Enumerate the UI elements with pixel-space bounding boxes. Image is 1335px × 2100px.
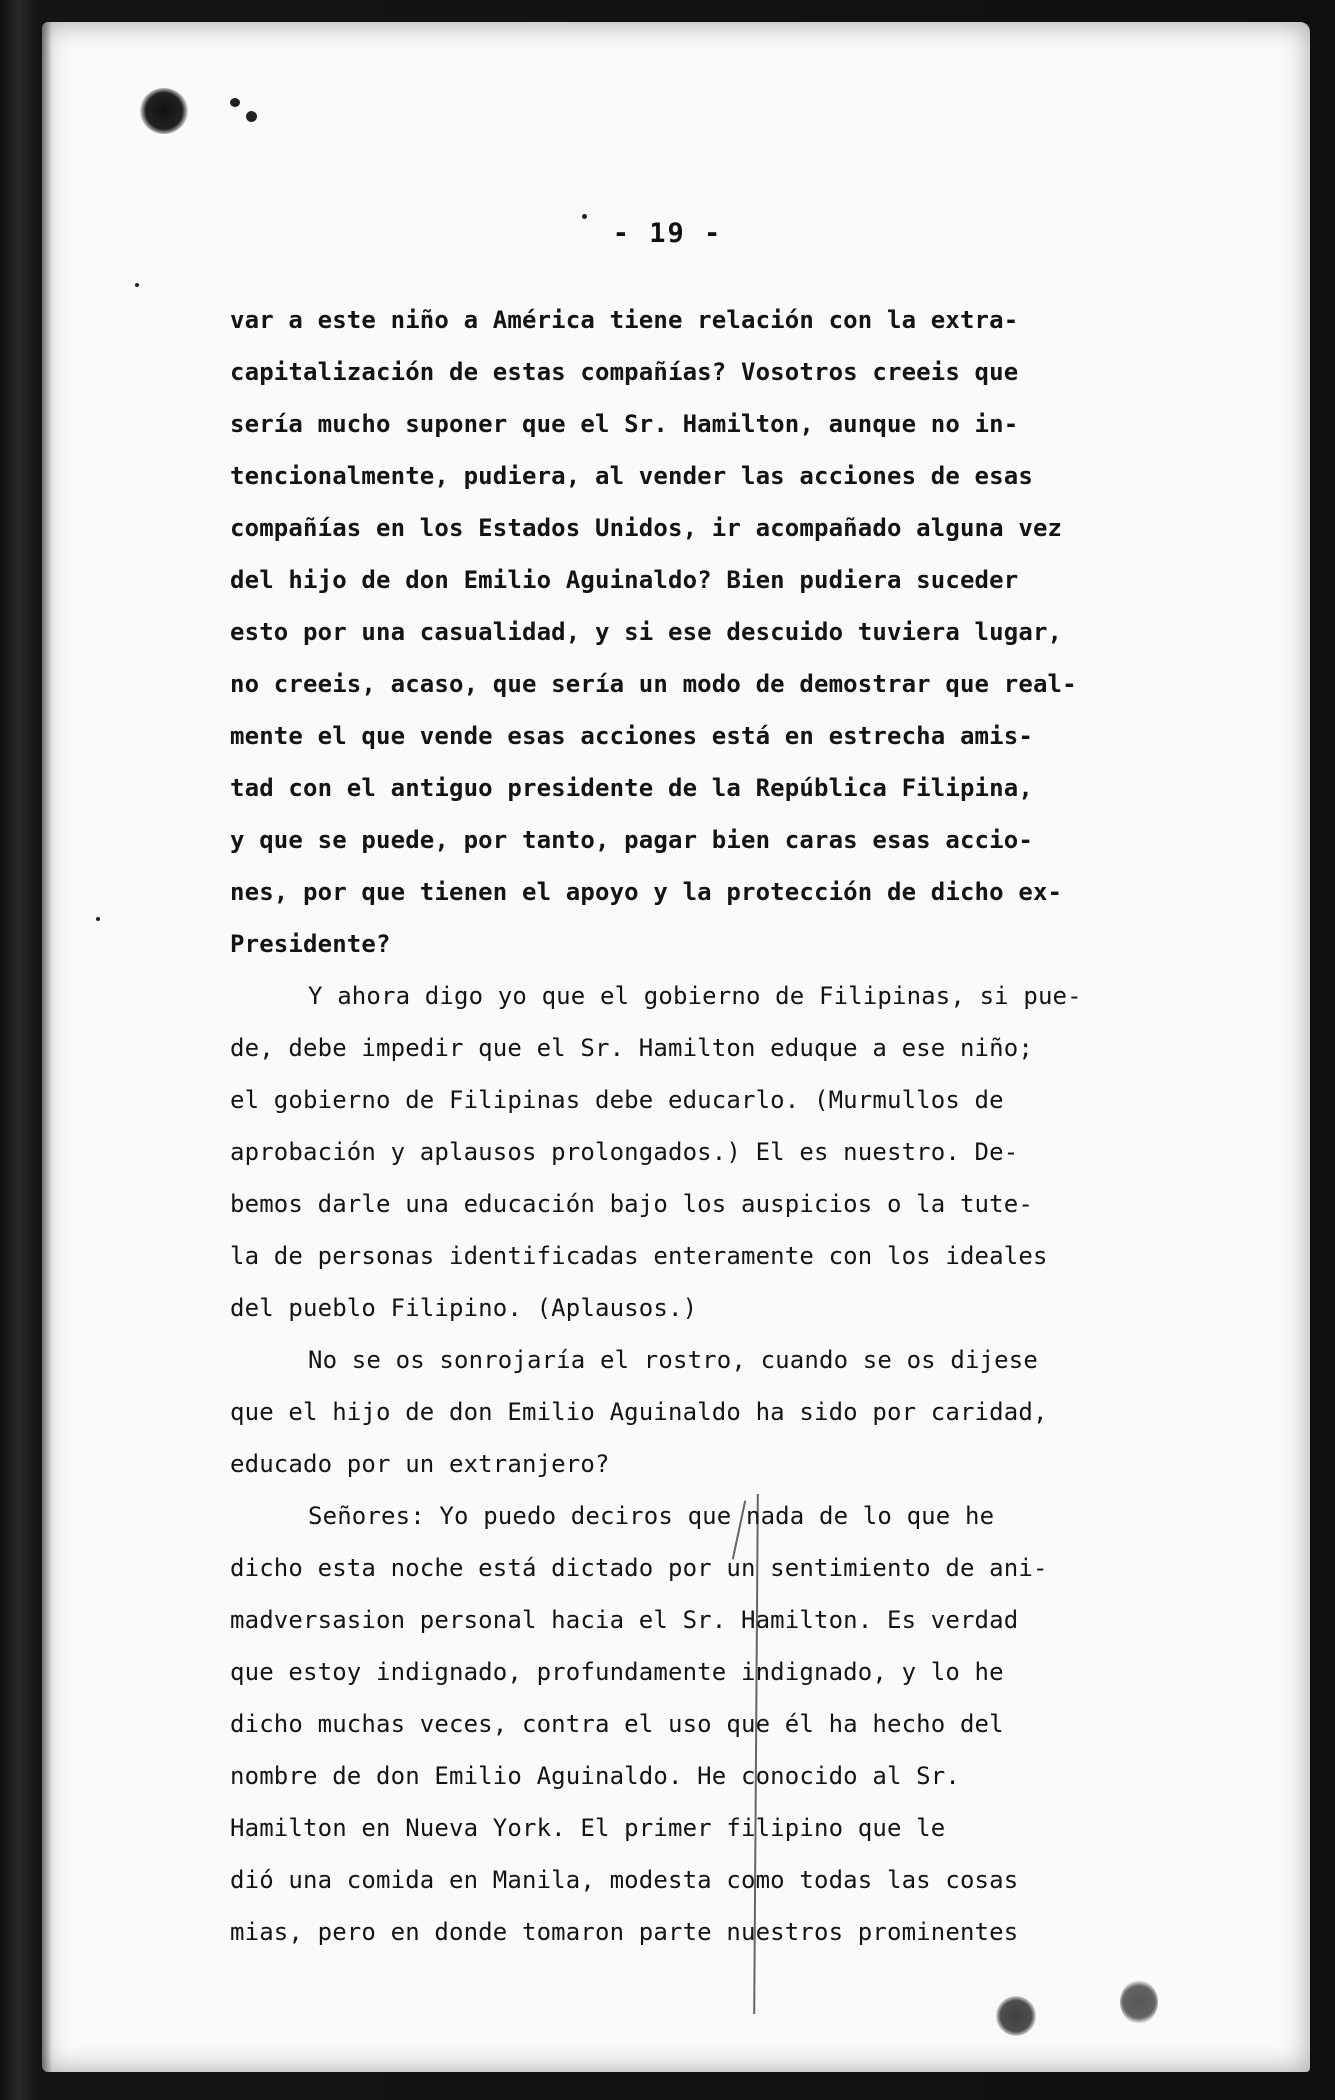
text-line: aprobación y aplausos prolongados.) El es nuestro. De- (230, 1138, 1019, 1166)
text-line: compañías en los Estados Unidos, ir acompañado alguna vez (230, 514, 1063, 542)
text-line: del hijo de don Emilio Aguinaldo? Bien pudiera suceder (230, 566, 1019, 594)
text-line: nombre de don Emilio Aguinaldo. He conocido al Sr. (230, 1762, 960, 1790)
text-line: nes, por que tienen el apoyo y la protección de dicho ex- (230, 878, 1063, 906)
text-line: Presidente? (230, 930, 391, 958)
text-line: Y ahora digo yo que el gobierno de Filipinas, si pue- (308, 982, 1082, 1010)
text-line: mente el que vende esas acciones está en estrecha amis- (230, 722, 1033, 750)
text-line: mias, pero en donde tomaron parte nuestros prominentes (230, 1918, 1019, 1946)
body-text (230, 294, 1150, 1958)
text-line: tad con el antiguo presidente de la República Filipina, (230, 774, 1033, 802)
text-line: No se os sonrojaría el rostro, cuando se os dijese (308, 1346, 1038, 1374)
text-line: var a este niño a América tiene relación con la extra- (230, 306, 1019, 334)
text-line: dicho muchas veces, contra el uso que él ha hecho del (230, 1710, 1004, 1738)
ink-blot (996, 1996, 1036, 2036)
text-line: sería mucho suponer que el Sr. Hamilton, aunque no in- (230, 410, 1019, 438)
ink-speck (96, 917, 100, 921)
text-line: el gobierno de Filipinas debe educarlo. (Murmullos de (230, 1086, 1004, 1114)
ink-blot (140, 88, 188, 134)
text-line: que el hijo de don Emilio Aguinaldo ha sido por caridad, (230, 1398, 1048, 1426)
page-number: - 19 - (612, 218, 723, 249)
text-line: del pueblo Filipino. (Aplausos.) (230, 1294, 698, 1322)
text-line: esto por una casualidad, y si ese descuido tuviera lugar, (230, 618, 1063, 646)
text-line: tencionalmente, pudiera, al vender las acciones de esas (230, 462, 1033, 490)
text-line: la de personas identificadas enteramente con los ideales (230, 1242, 1048, 1270)
text-line: bemos darle una educación bajo los auspicios o la tute- (230, 1190, 1033, 1218)
text-line: de, debe impedir que el Sr. Hamilton eduque a ese niño; (230, 1034, 1033, 1062)
text-line: y que se puede, por tanto, pagar bien caras esas accio- (230, 826, 1033, 854)
text-line: dicho esta noche está dictado por un sentimiento de ani- (230, 1554, 1048, 1582)
text-line: Señores: Yo puedo deciros que nada de lo que he (308, 1502, 995, 1530)
text-line: madversasion personal hacia el Sr. Hamilton. Es verdad (230, 1606, 1019, 1634)
text-line: que estoy indignado, profundamente indignado, y lo he (230, 1658, 1004, 1686)
ink-blot (1120, 1980, 1158, 2024)
ink-speck (246, 111, 257, 122)
ink-speck (230, 98, 240, 107)
text-line: no creeis, acaso, que sería un modo de demostrar que real- (230, 670, 1077, 698)
text-line: capitalización de estas compañías? Vosotros creeis que (230, 358, 1019, 386)
text-line: Hamilton en Nueva York. El primer filipino que le (230, 1814, 946, 1842)
text-line: educado por un extranjero? (230, 1450, 610, 1478)
page-shadow-edge (42, 22, 52, 2072)
ink-speck (135, 283, 139, 287)
text-line: dió una comida en Manila, modesta como todas las cosas (230, 1866, 1019, 1894)
